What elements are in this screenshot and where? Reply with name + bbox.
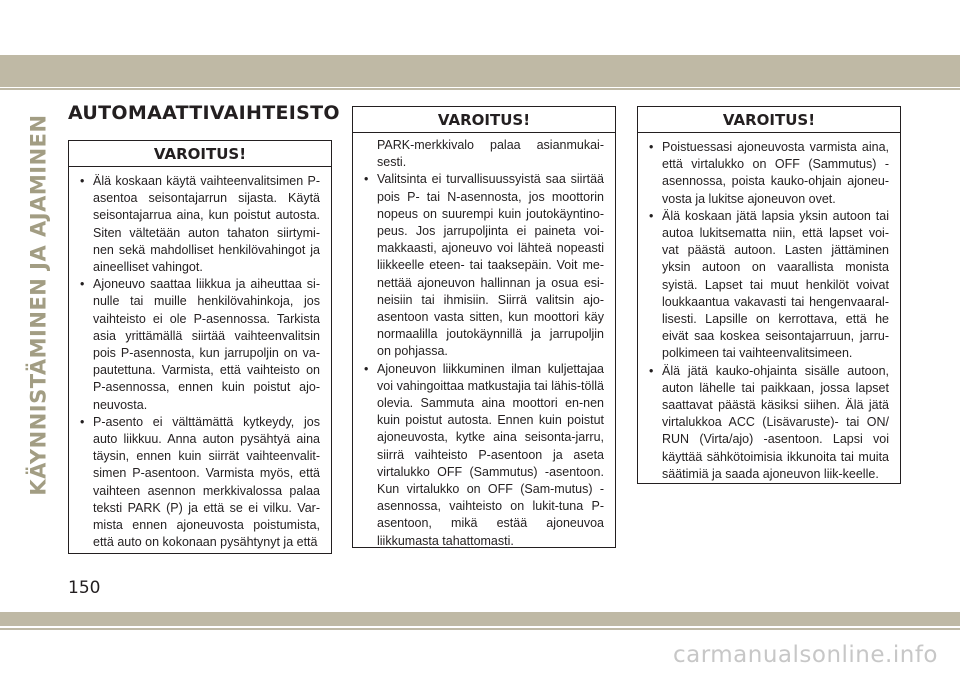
section-title: AUTOMAATTIVAIHTEISTO: [68, 102, 340, 124]
warning-item: • Poistuessasi ajoneuvosta varmista aina, että virtalukko on OFF (Sammutus) -asennossa, poista kauko-ohjain ajoneu-vosta ja lukitse ajoneuvon ovet.: [649, 139, 889, 208]
warning-heading: VAROITUS!: [638, 107, 900, 133]
warning-list: [80, 173, 320, 551]
warning-list: [649, 139, 889, 483]
warning-heading: VAROITUS!: [353, 107, 615, 133]
warning-item: • P-asento ei välttämättä kytkeydy, jos auto liikkuu. Anna auton pysähtyä aina täysin, ennen kuin siirrät vaihteenvalit-simen P-asentoon. Varmista myös, että vaihteen asennon merkkivalossa palaa teksti PARK (P) ja että se ei vilku. Var-mista ennen ajoneuvosta poistumista, että auto on kokonaan pysähtynyt ja että: [80, 414, 320, 552]
warning-item: • Älä jätä kauko-ohjainta sisälle autoon, auton lähelle tai paikkaan, jossa lapset saattavat päästä käsiksi siihen. Älä jätä virtalukkoa ACC (Lisävaruste)- tai ON/ RUN (Virta/ajo) -asentoon. Lapsi voi käyttää sähkötoimisia ikkunoita tai muita säätimiä ja saada ajoneuvon liik-keelle.: [649, 363, 889, 483]
chapter-side-tab-label: KÄYNNISTÄMINEN JA AJAMINEN: [27, 114, 51, 496]
warning-box-2: [352, 106, 616, 548]
warning-body: [69, 167, 331, 557]
warning-item: • Älä koskaan käytä vaihteenvalitsimen P-asentoa seisontajarrun sijasta. Käytä seisontajarrua aina, kun poistut autosta. Siten vältetään auton tahaton siirtymi-nen sekä mahdolliset henkilövahingot ja aineelliset vahingot.: [80, 173, 320, 276]
warning-item: • Ajoneuvon liikkuminen ilman kuljettajaa voi vahingoittaa matkustajia tai lähis-töllä olevia. Sammuta aina moottori en-nen kuin poistut autosta. Ennen kuin poistut ajoneuvosta, kytke aina seisonta-jarru, siirrä vaihteisto P-asentoon ja aseta virtalukko OFF (Sammutus) -asentoon. Kun virtalukko on OFF (Sam-mutus) -asennossa, vaihteisto on lukit-tuna P-asentoon, mikä estää ajoneuvoa liikkumasta tahattomasti.: [364, 361, 604, 550]
warning-box-3: [637, 106, 901, 484]
footer-stripe: [0, 612, 960, 626]
warning-box-1: [68, 140, 332, 554]
top-margin: [0, 0, 960, 55]
warning-heading: VAROITUS!: [69, 141, 331, 167]
warning-body: [353, 133, 615, 556]
warning-item: • Ajoneuvo saattaa liikkua ja aiheuttaa si-nulle tai muille henkilövahinkoja, jos vaihteisto ei ole P-asennossa. Tarkista asia yrittämällä siirtää vaihteenvalitsin pois P-asennosta, kun jarrupoljin on va-pautettuna. Varmista, että vaihteisto on P-asennossa, ennen kuin poistut ajo-neuvosta.: [80, 276, 320, 414]
watermark: carmanualsonline.info: [672, 642, 938, 668]
warning-list: [364, 137, 604, 550]
header-stripe: [0, 55, 960, 87]
warning-item: • Älä koskaan jätä lapsia yksin autoon tai autoa lukitsematta niin, että lapset voi-vat päästä autoon. Lasten jättäminen yksin autoon on vaarallista monista syistä. Lapset tai muut henkilöt voivat loukkaantua vakavasti tai hengenvaaral-lisesti. Lapsille on kerrottava, että he eivät saa koskea seisontajarruun, jarru-polkimeen tai vaihteenvalitsimeen.: [649, 208, 889, 363]
warning-item: • Valitsinta ei turvallisuussyistä saa siirtää pois P- tai N-asennosta, jos moottorin nopeus on suurempi kuin joutokäyntino-peus. Jos jarrupoljinta ei paineta voi-makkaasti, ajoneuvo voi lähteä nopeasti liikkeelle eteen- tai taaksepäin. Voit me-nettää ajoneuvon hallinnan ja osua esi-neisiin tai ihmisiin. Siirrä valitsin ajo-asentoon vasta sitten, kun moottori käy normaalilla joutokäynnillä ja jarrupoljin on pohjassa.: [364, 171, 604, 360]
footer-rule: [0, 628, 960, 630]
warning-item-continued: PARK-merkkivalo palaa asianmukai-sesti.: [377, 138, 604, 170]
chapter-side-tab: [24, 100, 54, 510]
warning-body: [638, 133, 900, 489]
page-number: 150: [68, 578, 101, 598]
header-rule: [0, 88, 960, 90]
